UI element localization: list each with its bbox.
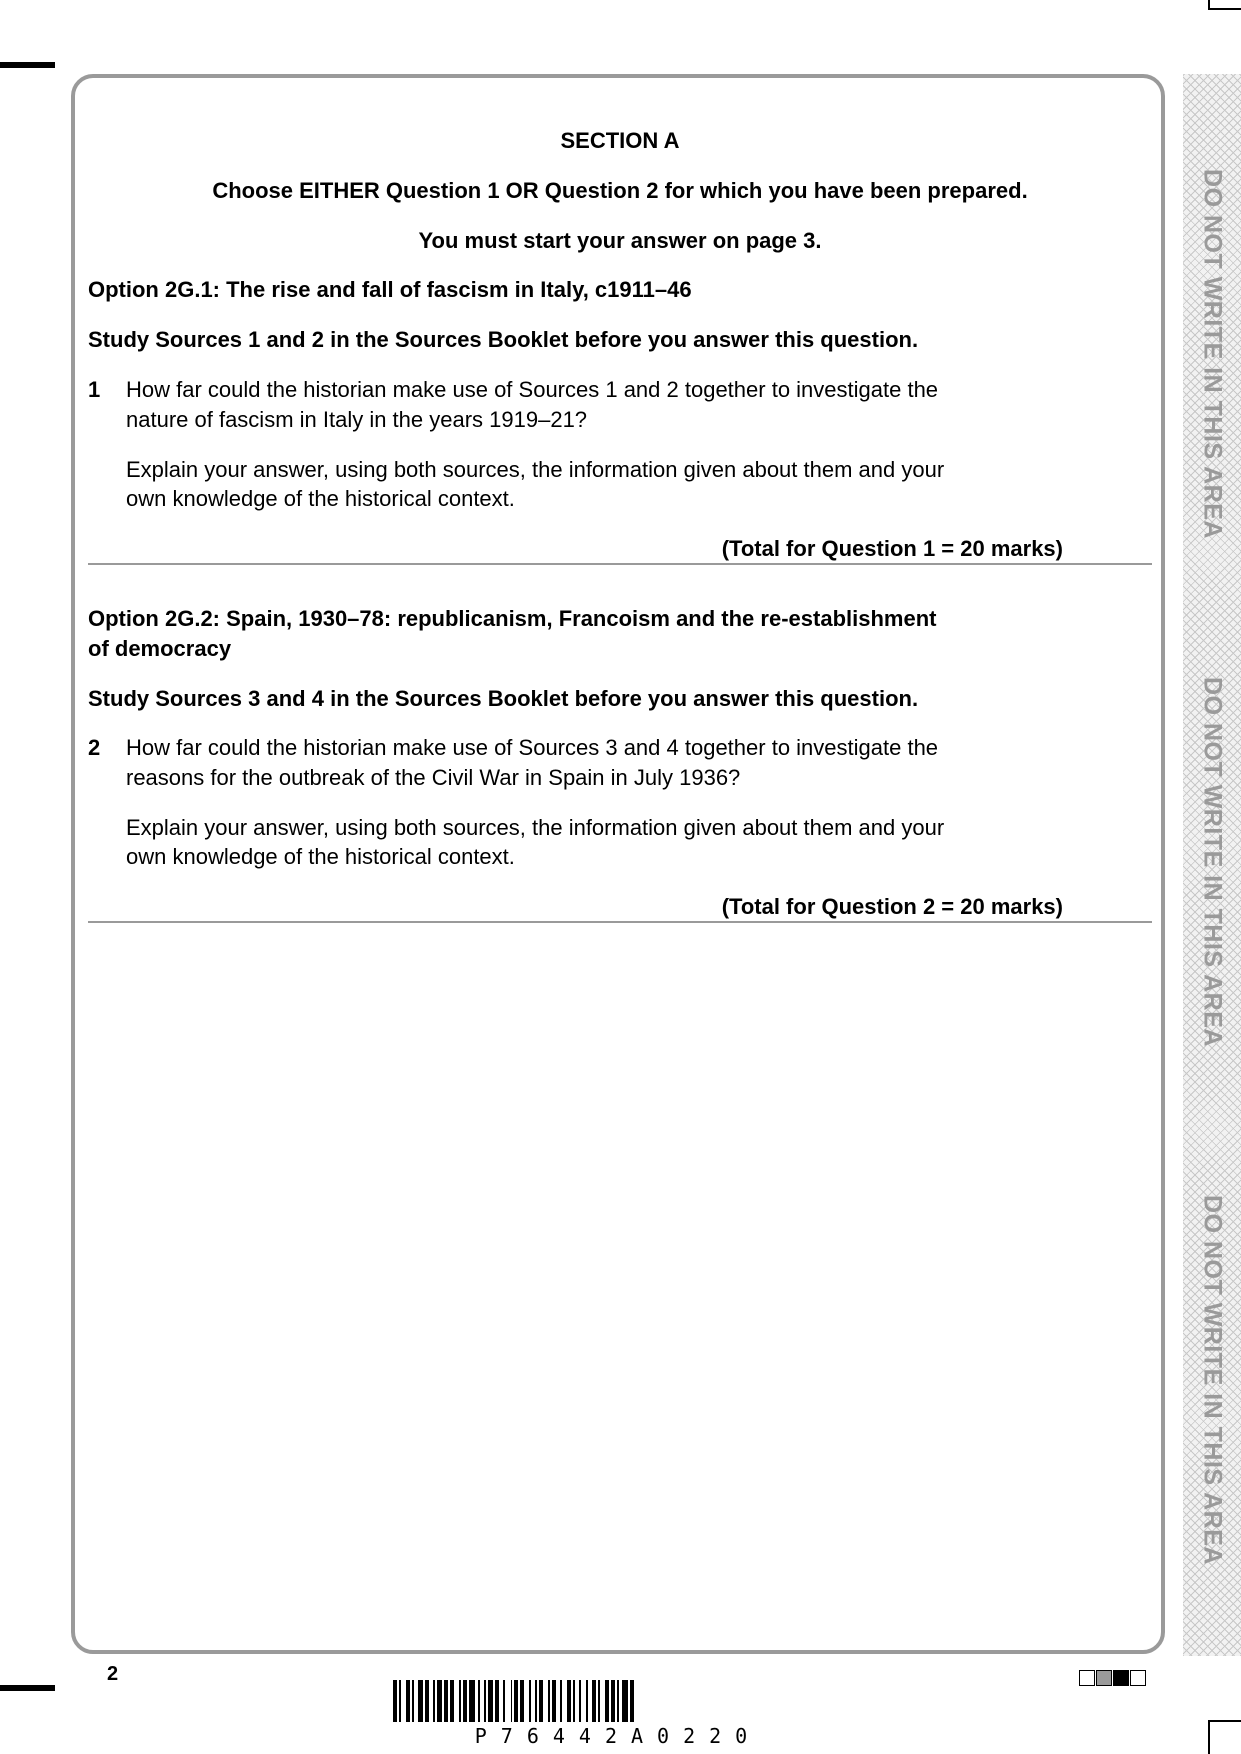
question2-explain-line1: Explain your answer, using both sources, the information given about them and your (126, 815, 945, 840)
question1-text-line1: How far could the historian make use of Sources 1 and 2 together to investigate the (126, 377, 939, 402)
barcode (393, 1680, 843, 1748)
section-title: SECTION A (560, 128, 680, 153)
barcode-bar (634, 1680, 636, 1722)
question2-text-line2: reasons for the outbreak of the Civil War in Spain in July 1936? (126, 765, 741, 790)
option1-study: Study Sources 1 and 2 in the Sources Booklet before you answer this question. (88, 327, 919, 352)
instruction-start: You must start your answer on page 3. (418, 228, 822, 253)
corner-mark-bottom-right-h (1208, 1720, 1241, 1722)
question1-explain-line2: own knowledge of the historical context. (126, 486, 515, 511)
page-indicator-squares (1079, 1670, 1147, 1686)
corner-mark-bottom-right-v (1208, 1720, 1210, 1754)
margin-warning-top: DO NOT WRITE IN THIS AREA (1198, 169, 1227, 539)
question2-total: (Total for Question 2 = 20 marks) (721, 894, 1063, 919)
barcode-text: P76442A0220 (474, 1724, 762, 1748)
corner-mark-top-right-v (1208, 0, 1210, 9)
question1-total: (Total for Question 1 = 20 marks) (721, 536, 1063, 561)
option2-study: Study Sources 3 and 4 in the Sources Booklet before you answer this question. (88, 686, 919, 711)
indicator-square (1096, 1670, 1112, 1686)
margin-warning-middle: DO NOT WRITE IN THIS AREA (1198, 677, 1227, 1047)
margin-warning-bottom: DO NOT WRITE IN THIS AREA (1198, 1195, 1227, 1565)
option2-title-line1: Option 2G.2: Spain, 1930–78: republicanism, Francoism and the re-establishment (88, 606, 937, 631)
corner-mark-top-right-h (1208, 8, 1241, 10)
registration-mark-bottom-left (0, 1685, 55, 1691)
instruction-choose: Choose EITHER Question 1 OR Question 2 for which you have been prepared. (212, 178, 1028, 203)
indicator-square (1079, 1670, 1095, 1686)
option1-title: Option 2G.1: The rise and fall of fascism in Italy, c1911–46 (88, 277, 692, 302)
question2-text-line1: How far could the historian make use of Sources 3 and 4 together to investigate the (126, 735, 939, 760)
page-number: 2 (107, 1663, 119, 1685)
question1-number: 1 (88, 377, 101, 402)
question1-text-line2: nature of fascism in Italy in the years 1919–21? (126, 407, 588, 432)
divider-question1 (88, 563, 1152, 565)
divider-question2 (88, 921, 1152, 923)
question2-explain-line2: own knowledge of the historical context. (126, 844, 515, 869)
question2-number: 2 (88, 735, 101, 760)
barcode-bars (393, 1680, 843, 1722)
indicator-square (1113, 1670, 1129, 1686)
question1-explain-line1: Explain your answer, using both sources, the information given about them and your (126, 457, 945, 482)
registration-mark-top-left (0, 62, 55, 68)
option2-title-line2: of democracy (88, 636, 232, 661)
indicator-square (1130, 1670, 1146, 1686)
